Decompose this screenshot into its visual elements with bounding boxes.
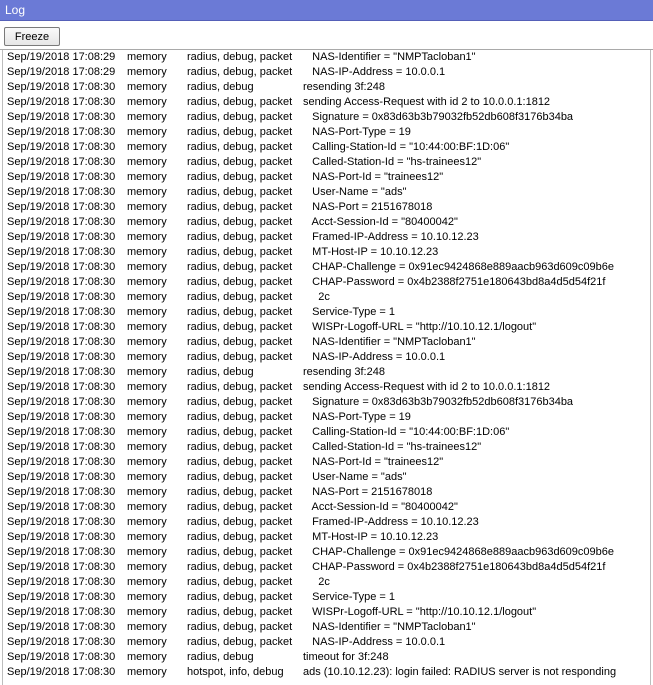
log-time: Sep/19/2018 17:08:30	[7, 576, 116, 588]
log-buffer: memory	[127, 456, 167, 468]
log-time: Sep/19/2018 17:08:30	[7, 621, 116, 633]
log-topics: radius, debug, packet	[187, 411, 293, 423]
log-time: Sep/19/2018 17:08:30	[7, 426, 116, 438]
log-topics: radius, debug, packet	[187, 501, 293, 513]
log-buffer: memory	[127, 81, 167, 93]
log-buffer: memory	[127, 516, 167, 528]
log-topics: radius, debug, packet	[187, 561, 293, 573]
log-row[interactable]	[3, 335, 650, 350]
log-message: NAS-Identifier = "NMPTacloban1"	[303, 336, 476, 348]
log-row[interactable]	[3, 305, 650, 320]
log-buffer: memory	[127, 96, 167, 108]
log-time: Sep/19/2018 17:08:30	[7, 516, 116, 528]
log-row[interactable]	[3, 500, 650, 515]
log-row[interactable]	[3, 575, 650, 590]
log-topics: radius, debug, packet	[187, 381, 293, 393]
freeze-button[interactable]: Freeze	[4, 27, 60, 46]
log-topics: radius, debug, packet	[187, 306, 293, 318]
log-buffer: memory	[127, 381, 167, 393]
log-buffer: memory	[127, 636, 167, 648]
log-time: Sep/19/2018 17:08:30	[7, 366, 116, 378]
log-time: Sep/19/2018 17:08:30	[7, 591, 116, 603]
log-time: Sep/19/2018 17:08:30	[7, 381, 116, 393]
log-buffer: memory	[127, 261, 167, 273]
log-time: Sep/19/2018 17:08:30	[7, 531, 116, 543]
log-message: Framed-IP-Address = 10.10.12.23	[303, 231, 479, 243]
log-row[interactable]	[3, 125, 650, 140]
log-message: Signature = 0x83d63b3b79032fb52db608f3176b34ba	[303, 396, 574, 408]
log-message: sending Access-Request with id 2 to 10.0.0.1:1812	[303, 96, 551, 108]
log-list[interactable]	[2, 50, 651, 685]
log-time: Sep/19/2018 17:08:30	[7, 246, 116, 258]
log-time: Sep/19/2018 17:08:30	[7, 561, 116, 573]
log-topics: radius, debug, packet	[187, 606, 293, 618]
log-buffer: memory	[127, 201, 167, 213]
log-topics: radius, debug, packet	[187, 156, 293, 168]
log-buffer: memory	[127, 186, 167, 198]
log-topics: radius, debug, packet	[187, 231, 293, 243]
log-row[interactable]	[3, 80, 650, 95]
window-title: Log	[0, 0, 653, 21]
log-message: Called-Station-Id = "hs-trainees12"	[303, 156, 482, 168]
log-message: WISPr-Logoff-URL = "http://10.10.12.1/logout"	[303, 321, 537, 333]
log-time: Sep/19/2018 17:08:30	[7, 261, 116, 273]
log-message: User-Name = "ads"	[303, 471, 407, 483]
log-row[interactable]	[3, 410, 650, 425]
log-row[interactable]	[3, 470, 650, 485]
log-message: NAS-Identifier = "NMPTacloban1"	[303, 51, 476, 63]
log-time: Sep/19/2018 17:08:30	[7, 606, 116, 618]
log-topics: radius, debug	[187, 366, 254, 378]
log-row[interactable]	[3, 545, 650, 560]
log-message: CHAP-Password = 0x4b2388f2751e180643bd8a4d5d54f21f	[303, 276, 606, 288]
log-buffer: memory	[127, 651, 167, 663]
log-message: NAS-IP-Address = 10.0.0.1	[303, 66, 446, 78]
log-row[interactable]	[3, 425, 650, 440]
log-topics: radius, debug	[187, 651, 254, 663]
log-message: resending 3f:248	[303, 81, 385, 93]
log-topics: radius, debug, packet	[187, 186, 293, 198]
log-time: Sep/19/2018 17:08:30	[7, 81, 116, 93]
log-row[interactable]	[3, 245, 650, 260]
log-time: Sep/19/2018 17:08:29	[7, 66, 116, 78]
log-time: Sep/19/2018 17:08:30	[7, 546, 116, 558]
log-topics: radius, debug, packet	[187, 171, 293, 183]
log-buffer: memory	[127, 561, 167, 573]
log-topics: radius, debug, packet	[187, 216, 293, 228]
log-message: NAS-IP-Address = 10.0.0.1	[303, 636, 446, 648]
log-row[interactable]	[3, 230, 650, 245]
log-message: Calling-Station-Id = "10:44:00:BF:1D:06"	[303, 141, 510, 153]
log-buffer: memory	[127, 126, 167, 138]
log-time: Sep/19/2018 17:08:30	[7, 291, 116, 303]
log-time: Sep/19/2018 17:08:30	[7, 216, 116, 228]
log-time: Sep/19/2018 17:08:30	[7, 111, 116, 123]
log-message: NAS-Port = 2151678018	[303, 201, 433, 213]
log-time: Sep/19/2018 17:08:30	[7, 171, 116, 183]
log-row[interactable]	[3, 140, 650, 155]
log-buffer: memory	[127, 66, 167, 78]
log-time: Sep/19/2018 17:08:30	[7, 666, 116, 678]
log-message: NAS-Port-Type = 19	[303, 411, 411, 423]
log-message: NAS-Port-Type = 19	[303, 126, 411, 138]
log-message: CHAP-Challenge = 0x91ec9424868e889aacb963d609c09b6e	[303, 261, 614, 273]
log-topics: radius, debug	[187, 81, 254, 93]
log-buffer: memory	[127, 171, 167, 183]
log-message: User-Name = "ads"	[303, 186, 407, 198]
log-buffer: memory	[127, 531, 167, 543]
log-topics: radius, debug, packet	[187, 111, 293, 123]
log-topics: radius, debug, packet	[187, 456, 293, 468]
log-message: NAS-Port-Id = "trainees12"	[303, 171, 444, 183]
log-time: Sep/19/2018 17:08:30	[7, 471, 116, 483]
log-message: Acct-Session-Id = "80400042"	[303, 216, 458, 228]
log-time: Sep/19/2018 17:08:30	[7, 306, 116, 318]
log-row[interactable]	[3, 260, 650, 275]
log-time: Sep/19/2018 17:08:30	[7, 411, 116, 423]
log-topics: radius, debug, packet	[187, 321, 293, 333]
log-buffer: memory	[127, 666, 167, 678]
log-topics: radius, debug, packet	[187, 261, 293, 273]
log-message: resending 3f:248	[303, 366, 385, 378]
log-row[interactable]	[3, 560, 650, 575]
toolbar	[0, 21, 653, 50]
log-time: Sep/19/2018 17:08:30	[7, 231, 116, 243]
log-message: CHAP-Challenge = 0x91ec9424868e889aacb963d609c09b6e	[303, 546, 614, 558]
log-buffer: memory	[127, 591, 167, 603]
log-buffer: memory	[127, 231, 167, 243]
log-row[interactable]	[3, 590, 650, 605]
log-buffer: memory	[127, 621, 167, 633]
log-topics: radius, debug, packet	[187, 441, 293, 453]
log-row[interactable]	[3, 455, 650, 470]
log-message: Acct-Session-Id = "80400042"	[303, 501, 458, 513]
log-buffer: memory	[127, 336, 167, 348]
log-row[interactable]	[3, 170, 650, 185]
log-topics: radius, debug, packet	[187, 351, 293, 363]
log-topics: radius, debug, packet	[187, 426, 293, 438]
log-buffer: memory	[127, 111, 167, 123]
log-buffer: memory	[127, 156, 167, 168]
log-buffer: memory	[127, 141, 167, 153]
log-buffer: memory	[127, 411, 167, 423]
log-buffer: memory	[127, 321, 167, 333]
log-time: Sep/19/2018 17:08:30	[7, 321, 116, 333]
log-buffer: memory	[127, 501, 167, 513]
log-topics: radius, debug, packet	[187, 246, 293, 258]
log-message: WISPr-Logoff-URL = "http://10.10.12.1/logout"	[303, 606, 537, 618]
log-buffer: memory	[127, 306, 167, 318]
log-row[interactable]	[3, 95, 650, 110]
log-topics: radius, debug, packet	[187, 336, 293, 348]
log-buffer: memory	[127, 471, 167, 483]
log-topics: radius, debug, packet	[187, 576, 293, 588]
log-message: ads (10.10.12.23): login failed: RADIUS server is not responding	[303, 666, 617, 678]
log-buffer: memory	[127, 441, 167, 453]
log-message: NAS-IP-Address = 10.0.0.1	[303, 351, 446, 363]
log-topics: radius, debug, packet	[187, 636, 293, 648]
log-message: NAS-Port-Id = "trainees12"	[303, 456, 444, 468]
log-row[interactable]	[3, 200, 650, 215]
log-topics: radius, debug, packet	[187, 531, 293, 543]
log-buffer: memory	[127, 546, 167, 558]
log-topics: radius, debug, packet	[187, 516, 293, 528]
log-time: Sep/19/2018 17:08:30	[7, 456, 116, 468]
log-time: Sep/19/2018 17:08:30	[7, 636, 116, 648]
log-message: Service-Type = 1	[303, 591, 396, 603]
log-row[interactable]	[3, 320, 650, 335]
log-message: NAS-Identifier = "NMPTacloban1"	[303, 621, 476, 633]
log-row[interactable]	[3, 365, 650, 380]
log-row[interactable]	[3, 485, 650, 500]
log-time: Sep/19/2018 17:08:30	[7, 651, 116, 663]
log-buffer: memory	[127, 351, 167, 363]
log-row[interactable]	[3, 605, 650, 620]
log-buffer: memory	[127, 486, 167, 498]
log-time: Sep/19/2018 17:08:30	[7, 186, 116, 198]
log-time: Sep/19/2018 17:08:30	[7, 336, 116, 348]
log-time: Sep/19/2018 17:08:30	[7, 441, 116, 453]
log-time: Sep/19/2018 17:08:30	[7, 486, 116, 498]
log-buffer: memory	[127, 51, 167, 63]
log-row[interactable]	[3, 380, 650, 395]
log-row[interactable]	[3, 290, 650, 305]
log-topics: radius, debug, packet	[187, 201, 293, 213]
log-message: MT-Host-IP = 10.10.12.23	[303, 246, 439, 258]
log-topics: radius, debug, packet	[187, 276, 293, 288]
log-time: Sep/19/2018 17:08:30	[7, 351, 116, 363]
log-row[interactable]	[3, 275, 650, 290]
log-row[interactable]	[3, 515, 650, 530]
log-row[interactable]	[3, 440, 650, 455]
log-time: Sep/19/2018 17:08:30	[7, 141, 116, 153]
log-message: Calling-Station-Id = "10:44:00:BF:1D:06"	[303, 426, 510, 438]
log-message: NAS-Port = 2151678018	[303, 486, 433, 498]
log-buffer: memory	[127, 606, 167, 618]
log-topics: radius, debug, packet	[187, 96, 293, 108]
log-row[interactable]	[3, 635, 650, 650]
log-buffer: memory	[127, 426, 167, 438]
log-topics: radius, debug, packet	[187, 141, 293, 153]
log-topics: radius, debug, packet	[187, 546, 293, 558]
log-message: Signature = 0x83d63b3b79032fb52db608f3176b34ba	[303, 111, 574, 123]
log-row[interactable]	[3, 650, 650, 665]
log-topics: radius, debug, packet	[187, 126, 293, 138]
log-time: Sep/19/2018 17:08:30	[7, 126, 116, 138]
log-row[interactable]	[3, 50, 650, 65]
log-topics: hotspot, info, debug	[187, 666, 284, 678]
log-row[interactable]	[3, 110, 650, 125]
log-message: Framed-IP-Address = 10.10.12.23	[303, 516, 479, 528]
log-buffer: memory	[127, 216, 167, 228]
log-message: timeout for 3f:248	[303, 651, 389, 663]
log-time: Sep/19/2018 17:08:30	[7, 156, 116, 168]
log-row[interactable]	[3, 350, 650, 365]
log-buffer: memory	[127, 396, 167, 408]
log-buffer: memory	[127, 276, 167, 288]
log-buffer: memory	[127, 291, 167, 303]
log-topics: radius, debug, packet	[187, 396, 293, 408]
log-buffer: memory	[127, 246, 167, 258]
log-buffer: memory	[127, 366, 167, 378]
log-message: Service-Type = 1	[303, 306, 396, 318]
log-topics: radius, debug, packet	[187, 486, 293, 498]
log-topics: radius, debug, packet	[187, 291, 293, 303]
log-topics: radius, debug, packet	[187, 471, 293, 483]
log-row[interactable]	[3, 65, 650, 80]
log-message: sending Access-Request with id 2 to 10.0.0.1:1812	[303, 381, 551, 393]
log-time: Sep/19/2018 17:08:30	[7, 201, 116, 213]
log-message: 2c	[303, 576, 330, 588]
log-time: Sep/19/2018 17:08:30	[7, 396, 116, 408]
log-row[interactable]	[3, 215, 650, 230]
log-message: Called-Station-Id = "hs-trainees12"	[303, 441, 482, 453]
log-row[interactable]	[3, 620, 650, 635]
log-time: Sep/19/2018 17:08:30	[7, 276, 116, 288]
log-row[interactable]	[3, 155, 650, 170]
log-time: Sep/19/2018 17:08:30	[7, 96, 116, 108]
log-topics: radius, debug, packet	[187, 621, 293, 633]
log-topics: radius, debug, packet	[187, 591, 293, 603]
log-topics: radius, debug, packet	[187, 51, 293, 63]
log-row[interactable]	[3, 665, 650, 680]
log-time: Sep/19/2018 17:08:30	[7, 501, 116, 513]
log-topics: radius, debug, packet	[187, 66, 293, 78]
log-row[interactable]	[3, 530, 650, 545]
log-time: Sep/19/2018 17:08:29	[7, 51, 116, 63]
log-row[interactable]	[3, 185, 650, 200]
log-message: CHAP-Password = 0x4b2388f2751e180643bd8a4d5d54f21f	[303, 561, 606, 573]
log-buffer: memory	[127, 576, 167, 588]
log-row[interactable]	[3, 395, 650, 410]
log-message: MT-Host-IP = 10.10.12.23	[303, 531, 439, 543]
log-message: 2c	[303, 291, 330, 303]
